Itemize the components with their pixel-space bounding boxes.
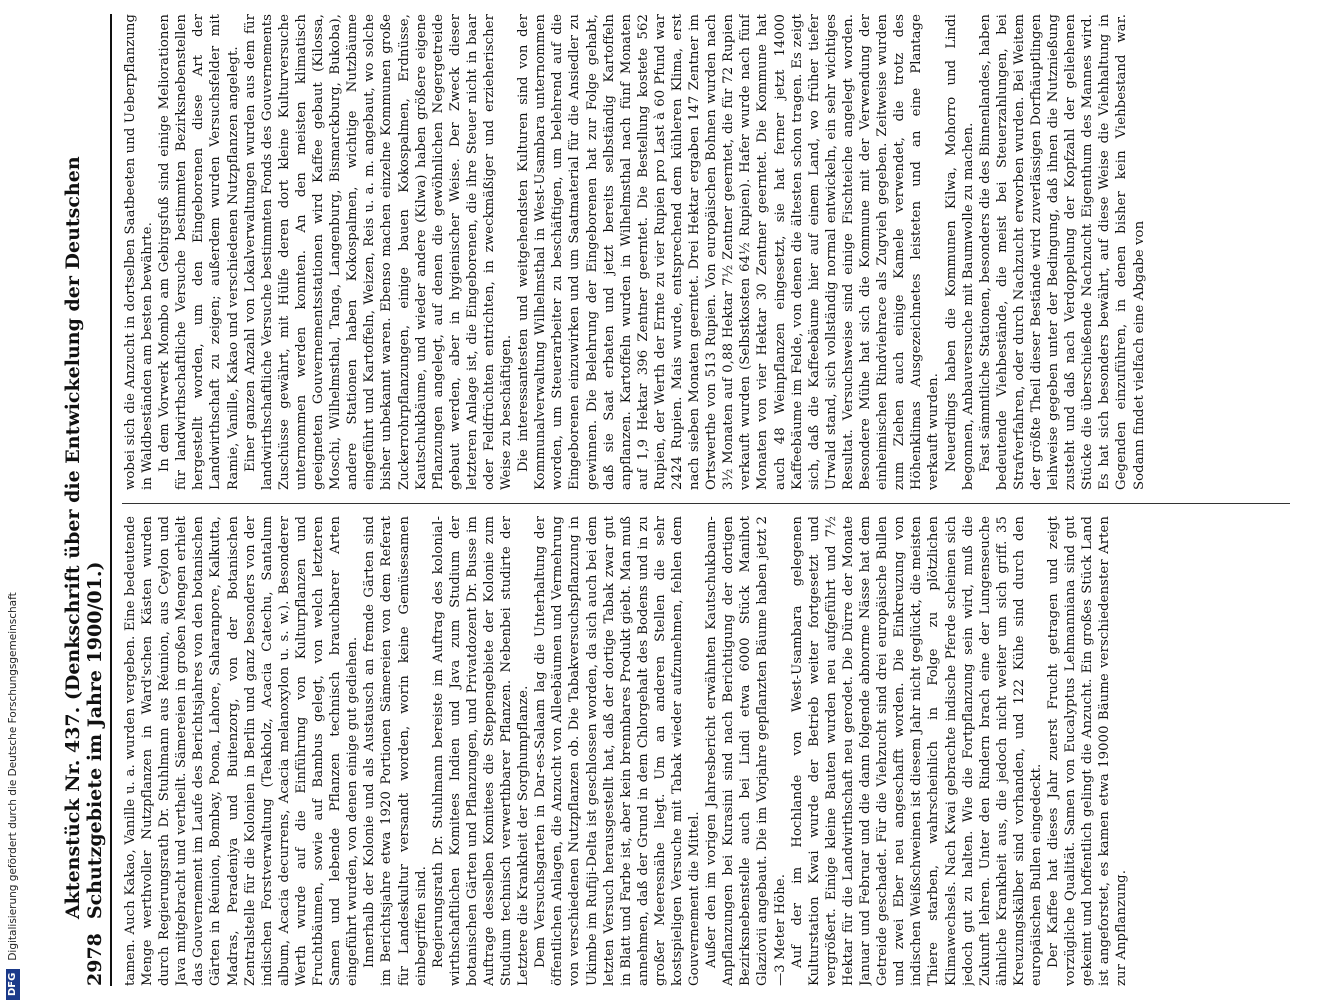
paragraph: Fast sämmtliche Stationen, besonders die des Binnenlandes, haben bedeutende Viehbestände, die meist bei Steuerzahlungen, bei Strafverfahren, oder durch Nachzucht erworben wurden. Bei Weitem der größte Theil dieser Bestände wird zuverlässigen Dorfhäuptlingen leihweise gegeben unter der Bedingung, daß ihnen die Nutznießung zusteht und daß nach Verdoppelung der Kopfzahl der geliehenen Stücke die überschießende Nachzucht Eigenthum des Mannes wird. Es hat sich besonders bewährt, auf diese Weise die Viehhaltung in Gegenden einzuführen, in denen bisher kein Viehbestand war. Sodann findet vielfach eine Abgabe von xyxy=(977,14,1147,490)
paragraph: Auf der im Hochlande von West-Usambara gelegenen Kulturstation Kwai wurde der Betrieb weiter fortgesetzt und vergrößert. Einige kleine Bauten wurden neu aufgeführt und 7½ Hektar für die Landwirthschaft neu gerodet. Die Dürre der Monate Januar und Februar und die dann folgende abnorme Nässe hat dem Getreide geschadet. Für die Viehzucht sind drei europäische Bullen und zwei Eber neu angeschafft worden. Die Einkreuzung von indischen Weißschweinen ist diesem Jahr nicht geglückt, die meisten Thiere starben, wahrscheinlich in Folge zu plötzlichen Klimawechsels. Nach Kwai gebrachte indische Pferde scheinen sich jedoch gut zu halten. Wie die Fortpflanzung sein wird, muß die Zukunft lehren. Unter den Rindern brach eine der Lungenseuche ähnliche Krankheit aus, die jedoch nicht weiter um sich griff. 35 Kreuzungskälber sind vorhanden, und 122 Kühe sind durch den europäischen Bullen eingedeckt. xyxy=(789,516,1044,986)
paragraph: Regierungsrath Dr. Stuhlmann bereiste im Auftrag des kolonial-wirthschaftlichen Komitees Indien und Java zum Studium der botanischen Gärten und Pflanzungen, und Privatdozent Dr. Busse im Auftrage desselben Komitees die Steppengebiete der Kolonie zum Studium technisch verwerthbarer Pflanzen. Nebenbei studirte der Letztere die Krankheit der Sorghumpflanze. xyxy=(430,516,532,986)
page-header xyxy=(62,14,112,986)
paragraph: Innerhalb der Kolonie und als Austausch an fremde Gärten sind im Berichtsjahre etwa 1920 Portionen Sämereien von dem Referat für Landeskultur versandt worden, worin keine Gemüsesamen einbegriffen sind. xyxy=(362,516,429,986)
page-number: 2978 xyxy=(84,933,106,986)
paragraph: In dem Vorwerk Mombo am Gebirgsfuß sind einige Meliorationen für landwirthschaftliche Versuche bestimmten Bezirksnebenstellen hergestellt worden, um den Eingeborenen diese Art der Landwirthschaft zu zeigen; außerdem wurden Versuchsfelder mit Ramie, Vanille, Kakao und verschiedenen Nutzpflanzen angelegt. xyxy=(157,14,241,490)
paragraph: wobei sich die Anzucht in dortselben Saatbeeten und Ueberpflanzung in Waldbeständen am besten bewährte. xyxy=(123,14,156,490)
digitization-credit xyxy=(2,0,24,1000)
page-title: Aktenstück Nr. 437. (Denkschrift über die Entwickelung der Deutschen Schutzgebiete im Jahre 1900/01.) xyxy=(62,156,106,920)
paragraph: Die interessantesten und weitgehendsten Kulturen sind von der Kommunalverwaltung Wilhelmsthal in West-Usambara unternommen worden, um Steuerarbeiter zu beschäftigen, um belehrend auf die Eingeborenen einzuwirken und um Saatmaterial für die Ansiedler zu gewinnen. Die Belehrung der Eingeborenen hat zur Folge gehabt, daß sie Saat erbaten und jetzt bereits selbständig Kartoffeln anpflanzen. Kartoffeln wurden in Wilhelmsthal nach fünf Monaten auf 1,9 Hektar 396 Zentner geerntet. Die Bestellung kostete 562 Rupien, der Werth der Ernte zu vier Rupien pro Last à 60 Pfund war 2424 Rupien. Mais wurde, entsprechend dem kühleren Klima, erst nach sieben Monaten geerntet. Drei Hektar ergaben 147 Zentner im Ortswerthe von 513 Rupien. Von europäischen Bohnen wurden nach 3½ Monaten auf 0,88 Hektar 7½ Zentner geerntet, die für 72 Rupien verkauft wurden (Selbstkosten 64½ Rupien). Hafer wurde nach fünf Monaten von vier Hektar 30 Zentner geerntet. Die Kommune hat auch 48 Weinpflanzen eingesetzt, sie hat ferner jetzt 14000 Kaffeebäume im Felde, von denen die ältesten schon tragen. Es zeigt sich, daß die Kaffeebäume hier auf einem Land, wo früher tiefer Urwald stand, sich vollständig normal entwickeln, ein sehr wichtiges Resultat. Versuchsweise sind einige Fischteiche angelegt worden. Besondere Mühe hat sich die Kommune mit der Verwendung der einheimischen Rindviehrace als Zugvieh gegeben. Zeitweise wurden zum Ziehen auch einige Kamele verwendet, die trotz des Höhenklimas Ausgezeichnetes leisteten und an eine Plantage verkauft wurden. xyxy=(516,14,942,490)
paragraph: Außer den im vorigen Jahresbericht erwähnten Kautschukbaum-Anpflanzungen bei Kurasini sind nach Berichtigung der dortigen Bezirksnebenstelle auch bei Lindi etwa 6000 Stück Manihot Glaziovii angebaut. Die im Vorjahre gepflanzten Bäume haben jetzt 2—3 Meter Höhe. xyxy=(704,516,788,986)
credit-text: Digitalisierung gefördert durch die Deutsche Forschungsgemeinschaft xyxy=(7,592,19,961)
paragraph: Dem Versuchsgarten in Dar-es-Salaam lag die Unterhaltung der öffentlichen Anlagen, die Anzucht von Alleebäumen und Vermehrung von verschiedenen Nutzpflanzen ob. Die Tabakversuchspflanzung in Ukimbe im Rufiji-Delta ist geschlossen worden, da sich auch bei dem letzten Versuch herausgestellt hat, daß der dortige Tabak zwar gut in Blatt und Farbe ist, aber kein brennbares Produkt giebt. Man muß annehmen, daß der Grund in dem Chlorgehalt des Bodens und in zu großer Meeresnähe liegt. Um an anderen Stellen die sehr kostspieligen Versuche mit Tabak wieder aufzunehmen, fehlen dem Gouvernement die Mittel. xyxy=(533,516,703,986)
column-divider xyxy=(122,503,1290,504)
dfg-logo: DFG xyxy=(6,969,20,1000)
rotated-sheet xyxy=(62,0,1310,1000)
paragraph: Neuerdings haben die Kommunen Kilwa, Mohorro und Lindi begonnen, Anbauversuche mit Baumwolle zu machen. xyxy=(943,14,976,490)
paragraph: tamen. Auch Kakao, Vanille u. a. wurden vergeben. Eine bedeutende Menge werthvoller Nutzpflanzen in Ward'schen Kästen wurden durch Regierungsrath Dr. Stuhlmann aus Réunion, aus Ceylon und Java mitgebracht und vertheilt. Sämereien in großen Mengen erhielt das Gouvernement im Laufe des Berichtsjahres von den botanischen Gärten in Réunion, Bombay, Poona, Lahore, Saharanpore, Kalkutta, Madras, Peradeniya und Buitenzorg, von der Botanischen Zentralstelle für die Kolonien in Berlin und ganz besonders von der indischen Forstverwaltung (Teakholz, Acacia Catechu, Santalum album, Acacia decurrens, Acacia melanoxylon u. s. w.). Besonderer Werth wurde auf die Einführung von Kulturpflanzen und Fruchtbäumen, sowie auf Bambus gelegt, von welch letzteren Samen und lebende Pflanzen technisch brauchbarer Arten eingeführt wurden, von denen einige gut gediehen. xyxy=(123,516,361,986)
paragraph: Der Kaffee hat dieses Jahr zuerst Frucht getragen und zeigt vorzügliche Qualität. Samen von Eucalyptus Lehmanniana sind gut gekeimt und hoffentlich gelingt die Anzucht. Ein großes Stück Land ist angeforstet, es kamen etwa 19000 Bäume verschiedenster Arten zur Anpflanzung. xyxy=(1046,516,1130,986)
left-column xyxy=(122,516,1292,986)
paragraph: Einer ganzen Anzahl von Lokalverwaltungen wurden aus dem für landwirthschaftliche Versuche bestimmten Fonds des Gouvernements Zuschüsse gewährt, mit Hülfe deren dort kleine Kulturversuche unternommen werden konnten. An den meisten klimatisch geeigneten Gouvernementsstationen wird Kaffee gebaut (Kilossa, Moschi, Wilhelmsthal, Tanga, Langenburg, Bismarckburg, Bukoba), andere Stationen haben Kokospalmen, wichtige Nutzbäume eingeführt und Kartoffeln, Weizen, Reis u. a. m. angebaut, wo solche bisher unbekannt waren. Ebenso machen einzelne Kommunen große Zuckerrohrpflanzungen, einige bauen Kokospalmen, Erdnüsse, Kautschukbäume, und wieder andere (Kilwa) haben größere eigene Pflanzungen angelegt, auf denen die gewöhnlichen Negergetreide gebaut werden, aber in hygienischer Weise. Der Zweck dieser letzteren Anlage ist, die Eingeborenen, die ihre Steuer nicht in baar oder Feldfrüchten entrichten, in zweckmäßiger und erzieherischer Weise zu beschäftigen. xyxy=(242,14,515,490)
right-column xyxy=(122,14,1292,490)
